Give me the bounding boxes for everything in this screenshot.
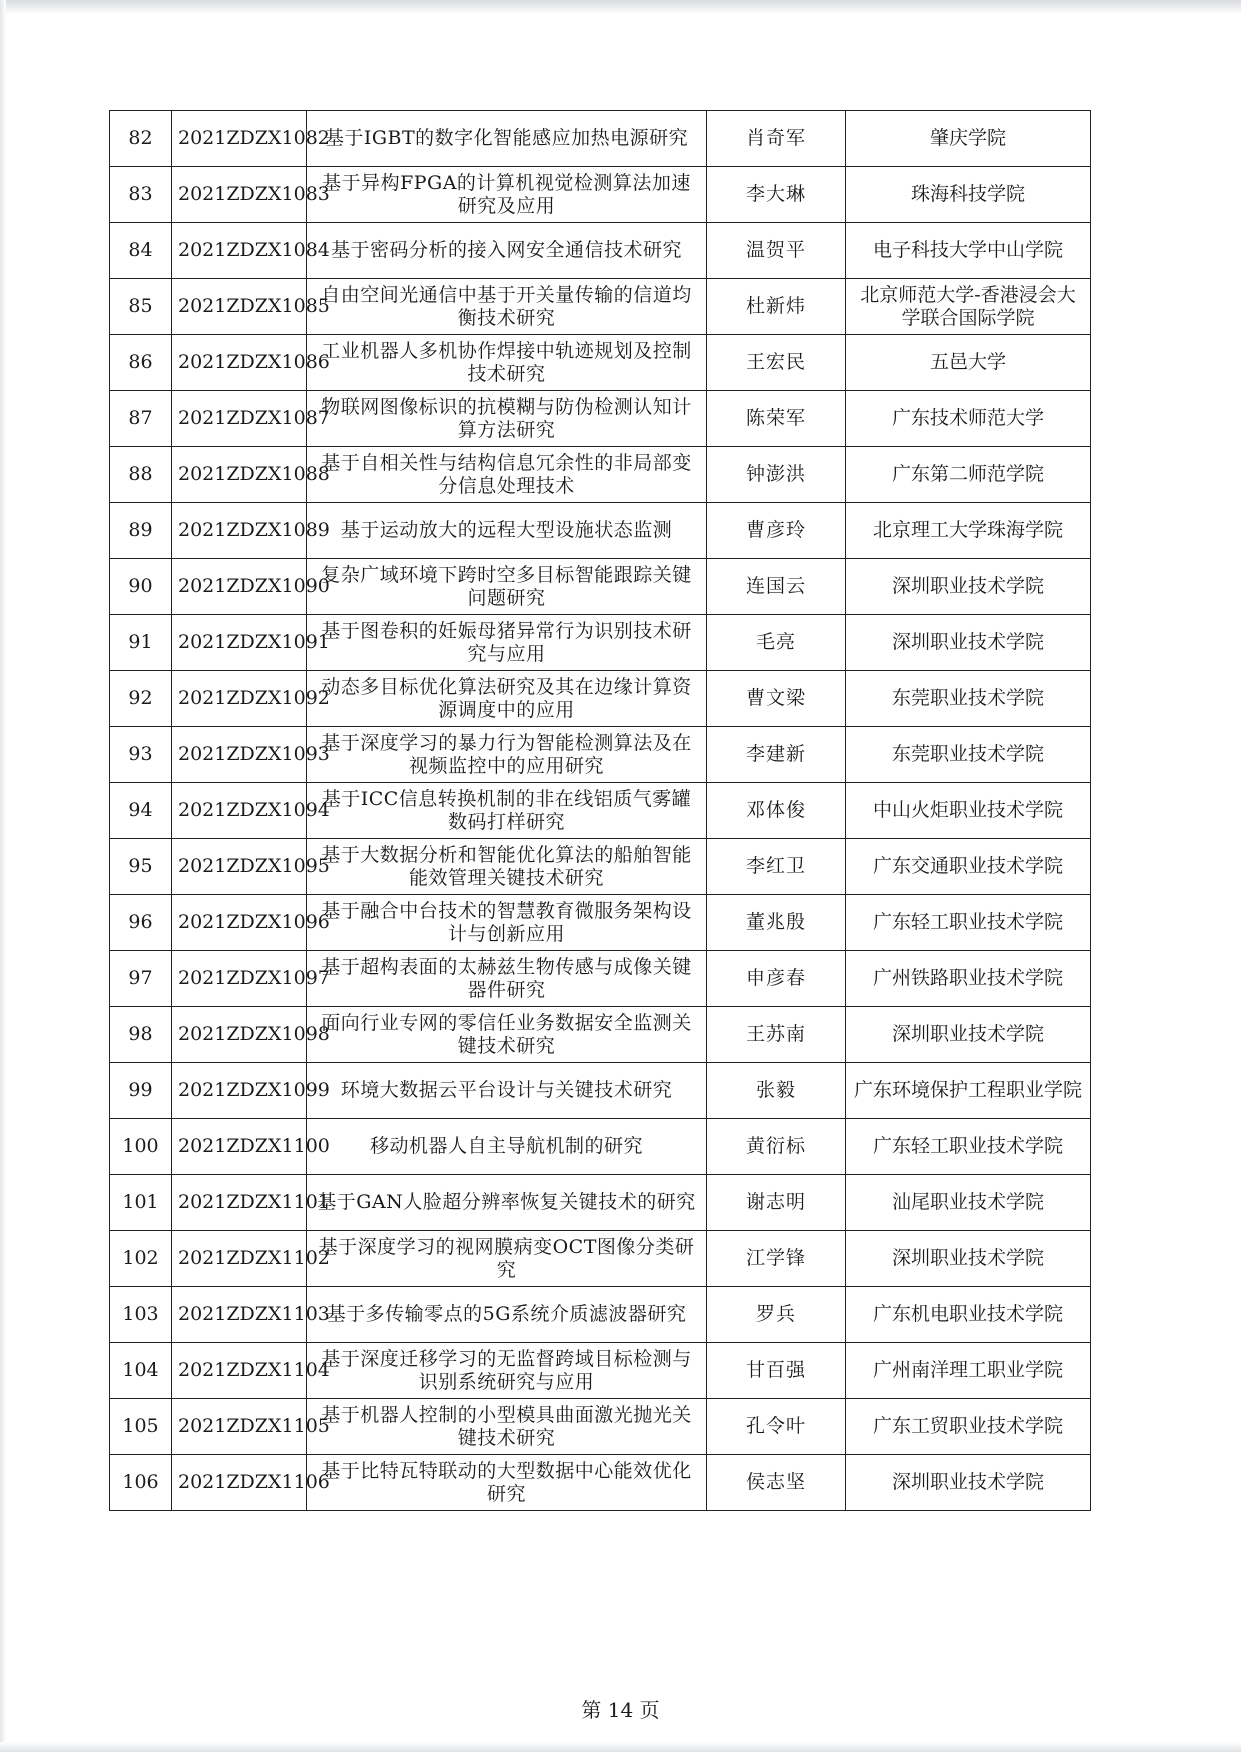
project-leader: 李建新 [707,727,846,783]
table-row [110,1007,1091,1063]
project-title: 基于自相关性与结构信息冗余性的非局部变分信息处理技术 [307,447,707,503]
table-row [110,391,1091,447]
project-code: 2021ZDZX1082 [172,111,307,167]
organization: 五邑大学 [846,335,1091,391]
project-code: 2021ZDZX1083 [172,167,307,223]
project-title: 基于超构表面的太赫兹生物传感与成像关键器件研究 [307,951,707,1007]
table-row [110,727,1091,783]
project-code: 2021ZDZX1103 [172,1287,307,1343]
row-number: 96 [110,895,172,951]
project-leader: 申彦春 [707,951,846,1007]
table-row [110,1399,1091,1455]
row-number: 100 [110,1119,172,1175]
row-number: 98 [110,1007,172,1063]
row-number: 84 [110,223,172,279]
row-number: 91 [110,615,172,671]
project-list-table [109,110,1091,1511]
project-title: 基于深度学习的视网膜病变OCT图像分类研究 [307,1231,707,1287]
table-row [110,1175,1091,1231]
table-row [110,1343,1091,1399]
project-title: 基于ICC信息转换机制的非在线铝质气雾罐数码打样研究 [307,783,707,839]
row-number: 95 [110,839,172,895]
project-leader: 侯志坚 [707,1455,846,1511]
project-title: 基于密码分析的接入网安全通信技术研究 [307,223,707,279]
project-code: 2021ZDZX1101 [172,1175,307,1231]
project-code: 2021ZDZX1097 [172,951,307,1007]
project-leader: 肖奇军 [707,111,846,167]
row-number: 88 [110,447,172,503]
organization: 广东机电职业技术学院 [846,1287,1091,1343]
project-title: 基于多传输零点的5G系统介质滤波器研究 [307,1287,707,1343]
table-row [110,559,1091,615]
project-title: 基于比特瓦特联动的大型数据中心能效优化研究 [307,1455,707,1511]
project-code: 2021ZDZX1100 [172,1119,307,1175]
organization: 深圳职业技术学院 [846,1455,1091,1511]
project-title: 基于GAN人脸超分辨率恢复关键技术的研究 [307,1175,707,1231]
project-leader: 李大琳 [707,167,846,223]
project-code: 2021ZDZX1106 [172,1455,307,1511]
project-code: 2021ZDZX1091 [172,615,307,671]
row-number: 94 [110,783,172,839]
page-number: 第 14 页 [581,1698,660,1722]
project-title: 物联网图像标识的抗模糊与防伪检测认知计算方法研究 [307,391,707,447]
table-row [110,279,1091,335]
organization: 深圳职业技术学院 [846,615,1091,671]
project-title: 移动机器人自主导航机制的研究 [307,1119,707,1175]
project-code: 2021ZDZX1089 [172,503,307,559]
project-leader: 曹彦玲 [707,503,846,559]
project-title: 面向行业专网的零信任业务数据安全监测关键技术研究 [307,1007,707,1063]
project-code: 2021ZDZX1104 [172,1343,307,1399]
project-title: 基于IGBT的数字化智能感应加热电源研究 [307,111,707,167]
row-number: 99 [110,1063,172,1119]
project-code: 2021ZDZX1094 [172,783,307,839]
row-number: 82 [110,111,172,167]
project-leader: 王苏南 [707,1007,846,1063]
project-title: 自由空间光通信中基于开关量传输的信道均衡技术研究 [307,279,707,335]
project-leader: 甘百强 [707,1343,846,1399]
row-number: 102 [110,1231,172,1287]
project-code: 2021ZDZX1102 [172,1231,307,1287]
table-row [110,503,1091,559]
project-code: 2021ZDZX1087 [172,391,307,447]
scan-edge-top [0,0,1241,14]
project-leader: 王宏民 [707,335,846,391]
project-leader: 江学锋 [707,1231,846,1287]
organization: 广州南洋理工职业学院 [846,1343,1091,1399]
project-code: 2021ZDZX1096 [172,895,307,951]
project-code: 2021ZDZX1090 [172,559,307,615]
organization: 肇庆学院 [846,111,1091,167]
project-title: 基于运动放大的远程大型设施状态监测 [307,503,707,559]
project-code: 2021ZDZX1085 [172,279,307,335]
table-row [110,951,1091,1007]
organization: 中山火炬职业技术学院 [846,783,1091,839]
project-leader: 连国云 [707,559,846,615]
row-number: 85 [110,279,172,335]
project-leader: 钟澎洪 [707,447,846,503]
organization: 深圳职业技术学院 [846,1007,1091,1063]
table-row [110,671,1091,727]
project-list-body [110,111,1091,1511]
organization: 北京理工大学珠海学院 [846,503,1091,559]
project-code: 2021ZDZX1093 [172,727,307,783]
project-title: 动态多目标优化算法研究及其在边缘计算资源调度中的应用 [307,671,707,727]
project-leader: 罗兵 [707,1287,846,1343]
project-leader: 毛亮 [707,615,846,671]
table-row [110,1287,1091,1343]
organization: 广东环境保护工程职业学院 [846,1063,1091,1119]
organization: 深圳职业技术学院 [846,1231,1091,1287]
organization: 电子科技大学中山学院 [846,223,1091,279]
project-title: 基于深度学习的暴力行为智能检测算法及在视频监控中的应用研究 [307,727,707,783]
organization: 北京师范大学-香港浸会大学联合国际学院 [846,279,1091,335]
row-number: 104 [110,1343,172,1399]
row-number: 86 [110,335,172,391]
table-row [110,223,1091,279]
table-row [110,1119,1091,1175]
table-row [110,839,1091,895]
row-number: 89 [110,503,172,559]
project-code: 2021ZDZX1095 [172,839,307,895]
scan-edge-bottom [0,1742,1241,1752]
project-code: 2021ZDZX1088 [172,447,307,503]
project-leader: 温贺平 [707,223,846,279]
row-number: 90 [110,559,172,615]
table-row [110,1063,1091,1119]
project-title: 基于融合中台技术的智慧教育微服务架构设计与创新应用 [307,895,707,951]
table-row [110,783,1091,839]
row-number: 105 [110,1399,172,1455]
table-row [110,1455,1091,1511]
organization: 汕尾职业技术学院 [846,1175,1091,1231]
table-row [110,167,1091,223]
project-title: 基于机器人控制的小型模具曲面激光抛光关键技术研究 [307,1399,707,1455]
row-number: 92 [110,671,172,727]
table-row [110,895,1091,951]
project-title: 环境大数据云平台设计与关键技术研究 [307,1063,707,1119]
table-row [110,111,1091,167]
project-code: 2021ZDZX1086 [172,335,307,391]
organization: 广州铁路职业技术学院 [846,951,1091,1007]
scan-edge-left [0,0,6,1752]
project-code: 2021ZDZX1099 [172,1063,307,1119]
table-row [110,1231,1091,1287]
organization: 广东交通职业技术学院 [846,839,1091,895]
project-code: 2021ZDZX1098 [172,1007,307,1063]
organization: 广东轻工职业技术学院 [846,1119,1091,1175]
row-number: 87 [110,391,172,447]
row-number: 97 [110,951,172,1007]
organization: 广东技术师范大学 [846,391,1091,447]
row-number: 106 [110,1455,172,1511]
table-row [110,615,1091,671]
project-title: 基于大数据分析和智能优化算法的船舶智能能效管理关键技术研究 [307,839,707,895]
table-row [110,447,1091,503]
row-number: 101 [110,1175,172,1231]
organization: 广东第二师范学院 [846,447,1091,503]
organization: 广东轻工职业技术学院 [846,895,1091,951]
project-leader: 李红卫 [707,839,846,895]
project-leader: 杜新炜 [707,279,846,335]
project-title: 复杂广域环境下跨时空多目标智能跟踪关键问题研究 [307,559,707,615]
project-title: 基于深度迁移学习的无监督跨域目标检测与识别系统研究与应用 [307,1343,707,1399]
project-leader: 董兆殷 [707,895,846,951]
organization: 东莞职业技术学院 [846,727,1091,783]
organization: 珠海科技学院 [846,167,1091,223]
row-number: 103 [110,1287,172,1343]
project-leader: 谢志明 [707,1175,846,1231]
row-number: 83 [110,167,172,223]
project-code: 2021ZDZX1092 [172,671,307,727]
project-leader: 孔令叶 [707,1399,846,1455]
project-leader: 黄衍标 [707,1119,846,1175]
table-row [110,335,1091,391]
project-title: 工业机器人多机协作焊接中轨迹规划及控制技术研究 [307,335,707,391]
organization: 广东工贸职业技术学院 [846,1399,1091,1455]
project-code: 2021ZDZX1084 [172,223,307,279]
organization: 东莞职业技术学院 [846,671,1091,727]
project-leader: 邓体俊 [707,783,846,839]
organization: 深圳职业技术学院 [846,559,1091,615]
project-leader: 张毅 [707,1063,846,1119]
project-code: 2021ZDZX1105 [172,1399,307,1455]
project-leader: 陈荣军 [707,391,846,447]
row-number: 93 [110,727,172,783]
project-title: 基于异构FPGA的计算机视觉检测算法加速研究及应用 [307,167,707,223]
project-leader: 曹文梁 [707,671,846,727]
project-title: 基于图卷积的妊娠母猪异常行为识别技术研究与应用 [307,615,707,671]
